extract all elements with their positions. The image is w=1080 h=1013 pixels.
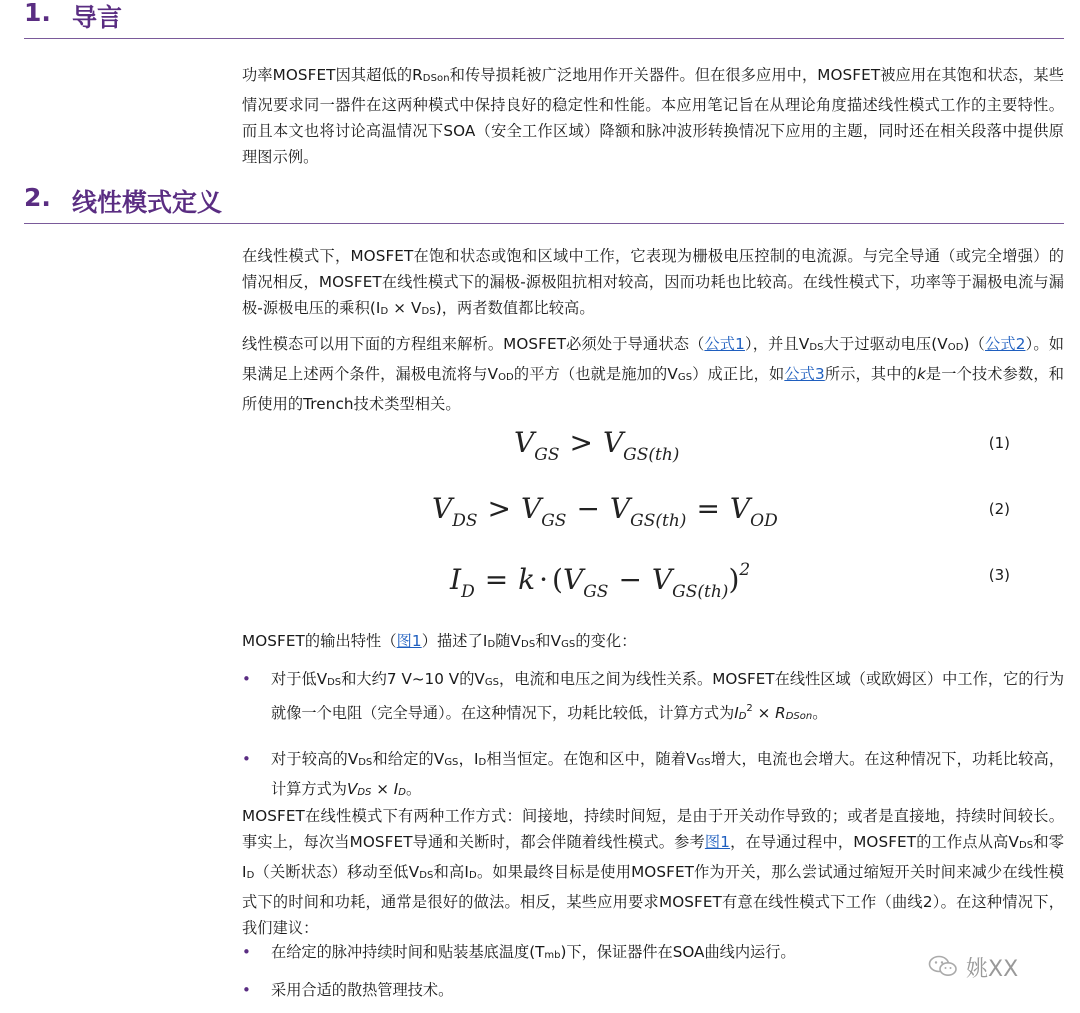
equation-3-link[interactable]: 公式3: [784, 365, 825, 383]
bullet-text: 采用合适的散热管理技术。: [271, 981, 454, 999]
section-number: 1.: [24, 0, 51, 27]
wechat-icon: [928, 954, 958, 978]
section-2-heading: [24, 185, 1064, 224]
bullet-dot: •: [242, 750, 251, 768]
bullet-dot: •: [242, 981, 251, 999]
bullet-text: 对于低$V_{DS}$和大约7 V~10 V的$V_{GS}$，电流和电压之间为线性关系。MOSFET在线性区域（或欧姆区）中工作，它的行为就像一个电阻（完全导通）。在这种情况下，功耗比较低，计算方式为$I_D^2 \times R_{DSon}$。: [271, 670, 1065, 722]
section-1-heading: [24, 0, 1064, 39]
intro-paragraph: 功率MOSFET因其超低的$R_{DSon}$和传导损耗被广泛地用作开关器件。但在很多应用中，MOSFET被应用在其饱和状态，某些情况要求同一器件在这两种模式中保持良好的稳定性和性能。本应用笔记旨在从理论角度描述线性模式工作的主要特性。而且本文也将讨论高温情况下SOA（安全工作区域）降额和脉冲波形转换情况下应用的主题，同时还在相关段落中提供原理图示例。: [242, 66, 1064, 166]
watermark-text: 姚XX: [966, 957, 1019, 982]
bullet-text: 在给定的脉冲持续时间和贴装基底温度$(T_{mb})$下，保证器件在SOA曲线内运行。: [271, 943, 796, 961]
bullet-text: 对于较高的$V_{DS}$和给定的$V_{GS}$，$I_D$相当恒定。在饱和区中，随着$V_{GS}$增大，电流也会增大。在这种情况下，功耗比较高，计算方式为$V_{DS} \times I_D$。: [271, 750, 1065, 798]
linear-mode-paragraph: 在线性模式下，MOSFET在饱和状态或饱和区域中工作，它表现为栅极电压控制的电流源。与完全导通（或完全增强）的情况相反，MOSFET在线性模式下的漏极-源极阻抗相对较高，因而功耗也比较高。在线性模式下，功率等于漏极电流与漏极-源极电压的乘积$(I_D \times V_{DS})$，两者数值都比较高。: [242, 247, 1064, 317]
section-title: 线性模式定义: [72, 188, 223, 217]
equation-2-number: (2): [988, 500, 1010, 518]
equation-3-number: (3): [988, 566, 1010, 584]
equation-1-link[interactable]: 公式1: [704, 335, 745, 353]
figure-1-link[interactable]: 图1: [704, 833, 731, 851]
operating-modes-paragraph: MOSFET在线性模式下有两种工作方式：间接地，持续时间短，是由于开关动作导致的；或者是直接地，持续时间较长。事实上，每次当MOSFET导通和关断时，都会伴随着线性模式。参考图1，在导通过程中，MOSFET的工作点从高$V_{DS}$和零$I_D$（关断状态）移动至低$V_{DS}$和高$I_D$。如果最终目标是使用MOSFET作为开关，那么尝试通过缩短开关时间来减少在线性模式下的时间和功耗，通常是很好的做法。相反，某些应用要求MOSFET有意在线性模式下工作（曲线2）。在这种情况下，我们建议：: [242, 807, 1065, 937]
figure-1-link[interactable]: 图1: [396, 632, 422, 650]
equations-intro-paragraph: 线性模态可以用下面的方程组来解析。MOSFET必须处于导通状态（公式1），并且$V_{DS}$大于过驱动电压$(V_{OD})$（公式2）。如果满足上述两个条件，漏极电流将与$V_{OD}$的平方（也就是施加的$V_{GS}$）成正比，如公式3所示，其中的k是一个技术参数，和所使用的Trench技术类型相关。: [242, 335, 1064, 413]
equation-3-formula: $I_D = k \cdot (V_{GS} - V_{GS(th)})^2$: [450, 560, 751, 602]
equation-1-number: (1): [988, 434, 1010, 452]
list-item: [242, 746, 1064, 806]
section-number: 2.: [24, 183, 51, 212]
watermark: [928, 952, 1068, 982]
equation-1: [242, 420, 1064, 480]
bullet-dot: •: [242, 670, 251, 688]
equation-1-formula: $V_{GS} > V_{GS(th)}$: [514, 426, 680, 465]
equation-2-link[interactable]: 公式2: [985, 335, 1026, 353]
output-characteristics-paragraph: MOSFET的输出特性（图1）描述了$I_D$随$V_{DS}$和$V_{GS}$的变化：: [242, 632, 637, 650]
equation-3: [242, 552, 1064, 612]
equation-2: [242, 486, 1064, 546]
equation-2-formula: $V_{DS} > V_{GS} - V_{GS(th)} = V_{OD}$: [432, 492, 778, 531]
bullet-dot: •: [242, 943, 251, 961]
section-title: 导言: [72, 3, 123, 32]
list-item: [242, 666, 1064, 730]
